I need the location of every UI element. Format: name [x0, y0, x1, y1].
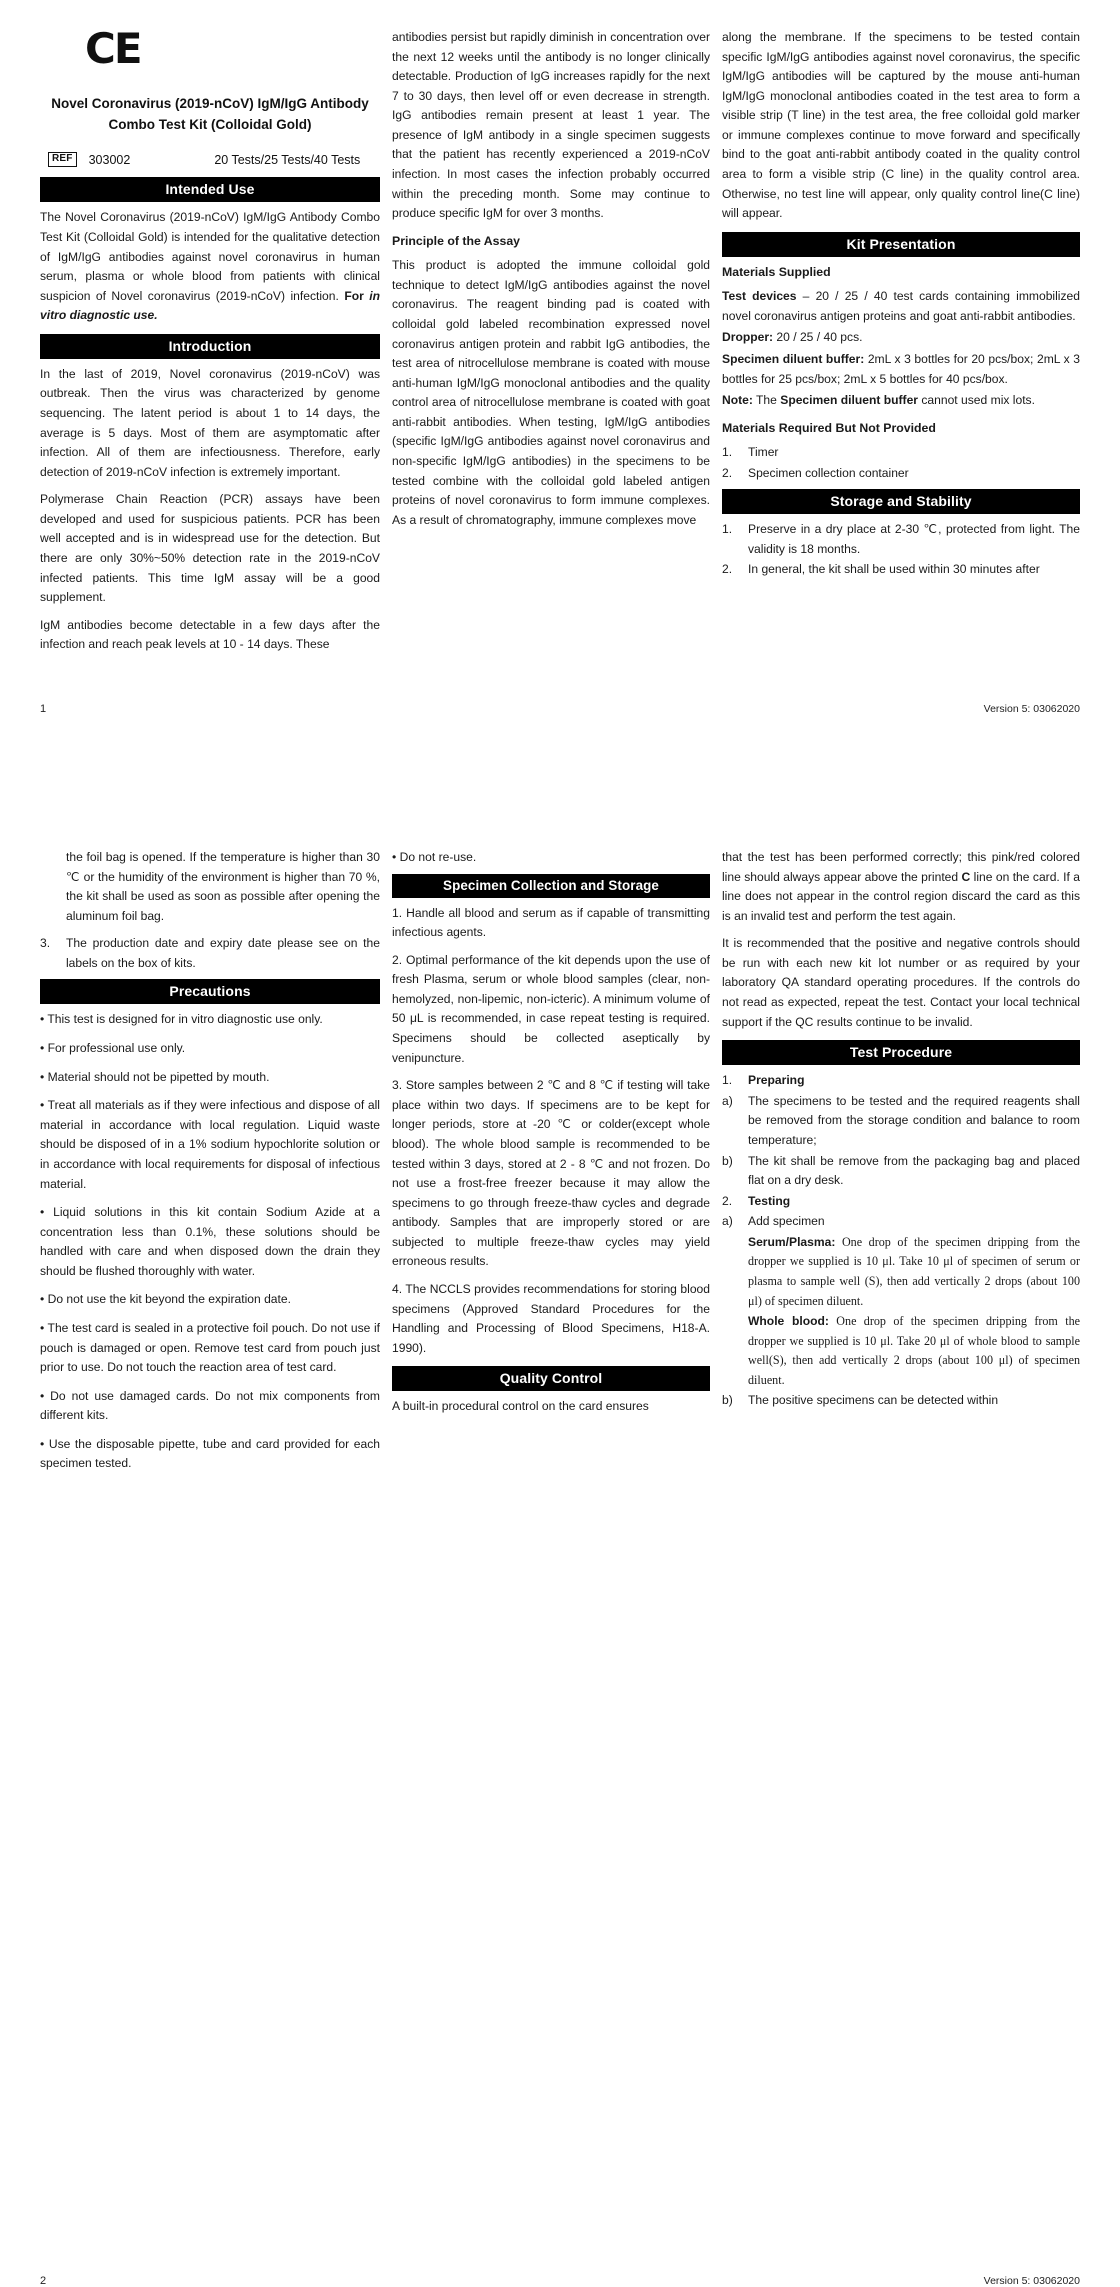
list-item	[722, 1152, 1080, 1191]
list-item	[722, 1071, 1080, 1091]
qc-continued-paragraph	[722, 848, 1080, 926]
list-text: Specimen collection container	[748, 465, 909, 480]
section-header-specimen-collection: Specimen Collection and Storage	[392, 874, 710, 898]
note-text-2: cannot used mix lots.	[918, 393, 1035, 408]
intro-paragraph-2: Polymerase Chain Reaction (PCR) assays have been developed and used for suspicious patients. PCR has been well accepted and is in widespread use for the detection. But there are only 30%~50% detection rate in the 2019-nCoV infected patients. This time IgM assay will be a good supplement.	[40, 492, 380, 605]
list-text: The production date and expiry date please see on the labels on the box of kits.	[66, 936, 380, 970]
serum-plasma-text: One drop of the specimen dripping from the dropper we supplied is 10 μl. Take 10 μl of specimen of serum or plasma to sample well (S), then add vertically 2 drops (about 100 μl) of specimen diluent.	[748, 1234, 1080, 1308]
note-bold: Specimen diluent buffer	[780, 393, 918, 408]
list-item	[722, 520, 1080, 559]
list-text: Timer	[748, 445, 779, 460]
subhead-principle-of-assay: Principle of the Assay	[392, 233, 521, 248]
list-text: Preserve in a dry place at 2-30 ℃, protected from light. The validity is 18 months.	[748, 522, 1080, 556]
list-item	[722, 1192, 1080, 1212]
qc-c-line-bold: C	[961, 869, 971, 884]
test-devices-label: Test devices	[722, 289, 797, 304]
diluent-paragraph	[722, 350, 1080, 389]
list-marker: a)	[722, 1093, 733, 1108]
list-item	[722, 1233, 1080, 1311]
list-item	[722, 1312, 1080, 1390]
note-paragraph	[722, 391, 1080, 411]
precaution-item: • Liquid solutions in this kit contain Sodium Azide at a concentration less than 0.1%, these solutions should be handled with care and when disposed down the drain they should be flushed thoroughly with water.	[40, 1205, 380, 1278]
page-title: Novel Coronavirus (2019-nCoV) IgM/IgG Antibody Combo Test Kit (Colloidal Gold)	[51, 96, 369, 132]
page-1-right-column	[722, 28, 1080, 586]
list-item	[722, 560, 1080, 580]
list-marker: 1.	[722, 445, 733, 460]
page-1-left-column	[40, 24, 392, 663]
list-marker: 2.	[722, 1193, 733, 1208]
list-item	[40, 934, 380, 973]
version-label: Version 5: 03062020	[983, 703, 1080, 715]
list-item	[722, 464, 1080, 484]
list-marker: 2.	[722, 562, 733, 577]
intended-use-paragraph	[40, 208, 380, 325]
ce-mark-logo: CE	[85, 24, 141, 73]
test-devices-paragraph	[722, 287, 1080, 326]
test-procedure-list	[722, 1071, 1080, 1411]
list-marker: b)	[722, 1153, 733, 1168]
list-marker: 1.	[722, 1073, 733, 1088]
section-header-test-procedure: Test Procedure	[722, 1040, 1080, 1065]
precaution-item: • Do not use damaged cards. Do not mix components from different kits.	[40, 1388, 380, 1423]
precaution-item: • The test card is sealed in a protective foil pouch. Do not use if pouch is damaged or open. Remove test card from pouch just prior to use. Do not touch the reaction area of test card.	[40, 1320, 380, 1375]
ref-badge-icon: REF	[48, 152, 77, 168]
section-header-kit-presentation: Kit Presentation	[722, 232, 1080, 257]
ref-number: 303002	[88, 152, 131, 167]
whole-blood-text: One drop of the specimen dripping from the dropper we supplied is 10 μl. Take 20 μl of whole blood to sample well(S), then add vertically 2 drops (about 100 μl) of specimen diluent.	[748, 1314, 1080, 1387]
list-marker: 1.	[722, 522, 733, 537]
step-label-testing: Testing	[748, 1193, 791, 1208]
dropper-paragraph	[722, 328, 1080, 348]
intro-paragraph-1: In the last of 2019, Novel coronavirus (2019-nCoV) was outbreak. Then the virus was characterized by genome sequencing. The latent period is about 1 to 14 days, the average is 5 days. Most of them are asymptomatic after infection. All of them are infectiousness. Therefore, early detection of 2019-nCoV infection is extremely important.	[40, 366, 380, 479]
storage-list	[722, 520, 1080, 580]
precaution-item: • Material should not be pipetted by mouth.	[40, 1069, 270, 1084]
subhead-materials-supplied: Materials Supplied	[722, 264, 831, 279]
antibody-continued-paragraph: antibodies persist but rapidly diminish in concentration over the next 12 weeks until the antibody is no longer clinically detectable. Production of IgG increases rapidly for the next 7 to 30 days, then level off or even decrease in strength. IgG antibodies remain present at least 1 year. The presence of IgM antibody in a single specimen suggests that the patient has recently experienced a 2019-nCoV infection. In most cases the infection probably occurred within the preceding month. Some may continue to produce specific IgM for over 3 months.	[392, 30, 710, 221]
page-2-middle-column	[392, 848, 722, 1425]
materials-not-provided-list	[722, 443, 1080, 483]
list-item	[722, 1092, 1080, 1151]
intended-use-bold: For	[344, 288, 370, 303]
qc-recommendation-paragraph: It is recommended that the positive and negative controls should be run with each new kit lot number or as required by your laboratory QA standard operating procedures. If the controls do not read as expected, repeat the test. Contact your local technical support if the QC results continue to be invalid.	[722, 936, 1080, 1029]
page-1-middle-column	[392, 28, 722, 538]
subhead-materials-not-provided: Materials Required But Not Provided	[722, 420, 936, 435]
dropper-label: Dropper:	[722, 330, 774, 345]
step-label-preparing: Preparing	[748, 1073, 805, 1088]
section-header-intended-use: Intended Use	[40, 177, 380, 202]
whole-blood-label: Whole blood:	[748, 1314, 829, 1329]
list-text: The kit shall be remove from the packaging bag and placed flat on a dry desk.	[748, 1153, 1080, 1188]
diluent-label: Specimen diluent buffer:	[722, 351, 865, 366]
test-devices-text: – 20 / 25 / 40 test cards containing immobilized novel coronavirus antigen proteins and goat anti-rabbit antibodies.	[722, 289, 1080, 323]
page-2-columns	[40, 848, 1080, 1483]
page-number: 2	[40, 2275, 47, 2287]
quality-control-text: A built-in procedural control on the card ensures	[392, 1399, 649, 1414]
serum-plasma-label: Serum/Plasma:	[748, 1234, 836, 1249]
section-header-introduction: Introduction	[40, 334, 380, 359]
page-number: 1	[40, 703, 47, 715]
list-text: The specimens to be tested and the required reagents shall be removed from the storage condition and balance to room temperature;	[748, 1093, 1080, 1147]
specimen-item: 4. The NCCLS provides recommendations for storing blood specimens (Approved Standard Procedures for the Handling and Processing of Blood Specimens, H18-A. 1990).	[392, 1281, 710, 1355]
dropper-text: 20 / 25 / 40 pcs.	[773, 330, 863, 345]
page-2-right-column	[722, 848, 1080, 1417]
precaution-item: • For professional use only.	[40, 1041, 186, 1056]
list-text: Add specimen	[748, 1214, 825, 1229]
intended-use-text: The Novel Coronavirus (2019-nCoV) IgM/IgG Antibody Combo Test Kit (Colloidal Gold) is intended for the qualitative detection of IgM/IgG antibodies against novel coronavirus in human serum, plasma or whole blood from patients with clinical suspicion of Novel coronavirus (2019-nCoV) infection.	[40, 210, 380, 303]
list-marker: 3.	[40, 936, 51, 951]
list-marker: 2.	[722, 465, 733, 480]
page-1-footer	[40, 703, 1080, 715]
precaution-do-not-reuse: • Do not re-use.	[392, 850, 477, 864]
precaution-item: • Do not use the kit beyond the expiration date.	[40, 1292, 291, 1307]
page-1	[0, 0, 1120, 788]
list-marker: a)	[722, 1214, 733, 1229]
diluent-text: 2mL x 3 bottles for 20 pcs/box; 2mL x 3 bottles for 25 pcs/box; 2mL x 5 bottles for 40 pcs/box.	[722, 351, 1080, 386]
intro-paragraph-3: IgM antibodies become detectable in a few days after the infection and reach peak levels at 10 - 14 days. These	[40, 617, 380, 652]
list-text: The positive specimens can be detected within	[748, 1393, 999, 1408]
specimen-item: 3. Store samples between 2 ℃ and 8 ℃ if testing will take place within two days. If specimens are to be kept for longer periods, store at -20 ℃ or colder(except whole blood). The whole blood sample is recommended to be tested within 3 days, stored at 2 - 8 ℃ and not frozen. Do not use a frost-free freezer because it may allow the specimens to go through freeze-thaw cycles and degrade antibody. Samples that are improperly stored or are subjected to multiple freeze-thaw cycles may yield erroneous results.	[392, 1078, 710, 1269]
page-1-columns	[40, 24, 1080, 663]
principle-paragraph: This product is adopted the immune colloidal gold technique to detect IgM/IgG antibodies against the novel coronavirus. The reagent binding pad is coated with colloidal gold labeled recombination expressed novel coronavirus antigen protein and rabbit IgG antibodies, the test area of nitrocellulose membrane is coated with mouse anti-human IgM/IgG monoclonal antibodies and the quality control area of nitrocellulose membrane is coated with goat anti-rabbit antibodies. When testing, IgM/IgG antibodies (specific IgM/IgG antibodies against novel coronavirus and non-specific IgM/IgG antibodies) in the specimens to be tested combine with the colloidal gold labeled antigen proteins of novel coronavirus to form immune complexes. As a result of chromatography, immune complexes move	[392, 258, 710, 527]
list-marker: b)	[722, 1393, 733, 1408]
section-header-precautions: Precautions	[40, 979, 380, 1004]
precaution-item: • This test is designed for in vitro diagnostic use only.	[40, 1012, 323, 1027]
membrane-continued-paragraph: along the membrane. If the specimens to be tested contain specific IgM/IgG antibodies against novel coronavirus, the specific IgM/IgG antibodies will be captured by the mouse anti-human IgM/IgG monoclonal antibodies coated in the test area to form a visible strip (T line) in the test area, the free colloidal gold marker or immune complexes continue to move forward and specifically bind to the goat anti-rabbit antibody coated in the quality control area to form a visible strip (C line) in the quality control area. Otherwise, no test line will appear, only quality control line(C line) will appear.	[722, 30, 1080, 221]
reference-row	[48, 152, 380, 168]
version-label: Version 5: 03062020	[983, 2275, 1080, 2287]
note-text-1: The	[752, 393, 781, 408]
precaution-item: • Use the disposable pipette, tube and card provided for each specimen tested.	[40, 1436, 380, 1471]
note-label: Note:	[722, 393, 753, 408]
section-header-quality-control: Quality Control	[392, 1366, 710, 1391]
qc-text-b: line on the card. If a line does not appear in the control region discard the card as this is an invalid test and perform the test again.	[722, 869, 1080, 923]
test-count-label: 20 Tests/25 Tests/40 Tests	[214, 152, 361, 167]
precaution-item: • Treat all materials as if they were infectious and dispose of all material in accordance with local regulation. Liquid waste should be disposed of in a 1% sodium hypochlorite solution or in accordance with local requirements for disposal of infectious material.	[40, 1098, 380, 1191]
page-2	[0, 788, 1120, 2287]
storage-continued-text: the foil bag is opened. If the temperature is higher than 30 ℃ or the humidity of the environment is higher than 70 %, the kit shall be used as soon as possible after opening the aluminum foil bag.	[66, 850, 380, 923]
list-item	[722, 443, 1080, 463]
list-item	[722, 1391, 1080, 1411]
specimen-item: 2. Optimal performance of the kit depends upon the use of fresh Plasma, serum or whole blood samples (clear, non-hemolyzed, non-lipemic, non-icteric). A minimum volume of 50 μL is recommended, in case repeat testing is required. Specimens should be collected aseptically by venipuncture.	[392, 952, 710, 1065]
specimen-item: 1. Handle all blood and serum as if capable of transmitting infectious agents.	[392, 905, 710, 940]
list-item	[722, 1212, 1080, 1232]
list-text: In general, the kit shall be used within 30 minutes after	[748, 562, 1040, 577]
intended-use-bold-italic: in vitro diagnostic use.	[40, 288, 380, 323]
page-2-footer	[40, 2275, 1080, 2287]
section-header-storage-and-stability: Storage and Stability	[722, 489, 1080, 514]
storage-list-continued	[40, 934, 380, 973]
qc-text-a: that the test has been performed correctly; this pink/red colored line should always appear above the printed	[722, 850, 1080, 884]
page-2-left-column	[40, 848, 392, 1483]
